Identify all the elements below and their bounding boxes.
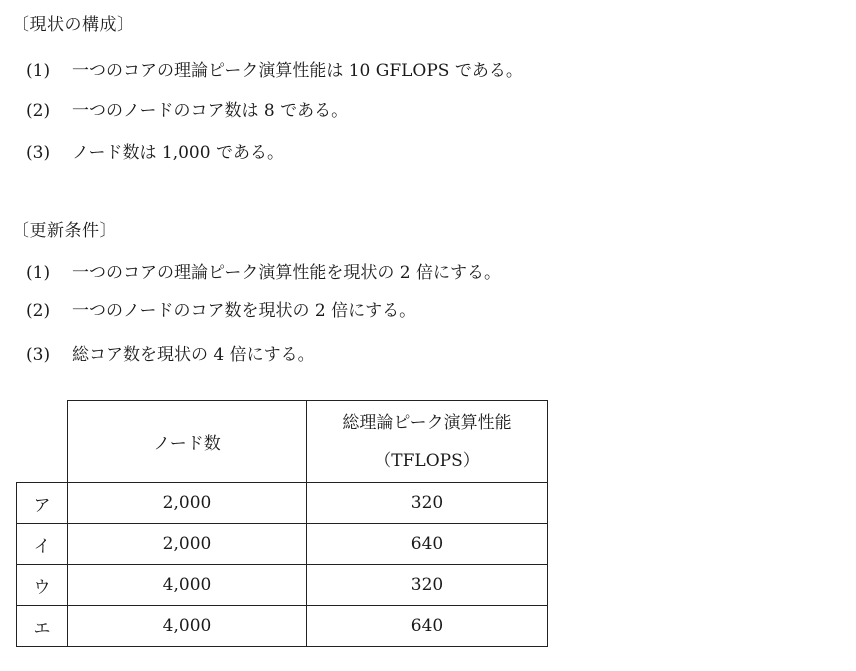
header-perf-line1: 総理論ピーク演算性能 — [342, 412, 512, 433]
item-text: 一つのコアの理論ピーク演算性能を現状の 2 倍にする。 — [72, 263, 501, 283]
item-number: (3) — [26, 143, 51, 163]
update-item-3 — [26, 340, 315, 365]
table-row — [17, 524, 548, 565]
table-header-row — [17, 401, 548, 483]
update-item-2 — [26, 296, 416, 321]
table-row — [17, 565, 548, 606]
header-perf-line2: （TFLOPS） — [374, 450, 480, 471]
update-conditions-heading: 〔更新条件〕 — [12, 221, 117, 241]
item-number: (1) — [26, 263, 51, 283]
header-total-performance — [307, 401, 548, 483]
answer-choices-table — [16, 400, 548, 647]
node-count-cell: 4,000 — [68, 606, 307, 647]
current-item-2 — [26, 96, 348, 121]
current-item-1 — [26, 56, 523, 81]
current-config-heading: 〔現状の構成〕 — [12, 15, 135, 35]
choice-label: ア — [17, 483, 68, 524]
item-number: (3) — [26, 345, 51, 365]
item-text: 一つのノードのコア数は 8 である。 — [72, 101, 349, 121]
item-text: 総コア数を現状の 4 倍にする。 — [72, 345, 315, 365]
update-item-1 — [26, 258, 501, 283]
node-count-cell: 4,000 — [68, 565, 307, 606]
choice-label: ウ — [17, 565, 68, 606]
item-number: (2) — [26, 301, 51, 321]
current-item-3 — [26, 138, 284, 163]
performance-cell: 320 — [307, 483, 548, 524]
item-number: (2) — [26, 101, 51, 121]
performance-cell: 640 — [307, 606, 548, 647]
node-count-cell: 2,000 — [68, 483, 307, 524]
node-count-cell: 2,000 — [68, 524, 307, 565]
table-row — [17, 483, 548, 524]
header-blank-cell — [17, 401, 68, 483]
choice-label: エ — [17, 606, 68, 647]
choice-label: イ — [17, 524, 68, 565]
table-row — [17, 606, 548, 647]
item-text: ノード数は 1,000 である。 — [72, 143, 284, 163]
item-number: (1) — [26, 61, 51, 81]
item-text: 一つのコアの理論ピーク演算性能は 10 GFLOPS である。 — [72, 61, 523, 81]
performance-cell: 640 — [307, 524, 548, 565]
header-node-count: ノード数 — [68, 401, 307, 483]
performance-cell: 320 — [307, 565, 548, 606]
item-text: 一つのノードのコア数を現状の 2 倍にする。 — [72, 301, 417, 321]
